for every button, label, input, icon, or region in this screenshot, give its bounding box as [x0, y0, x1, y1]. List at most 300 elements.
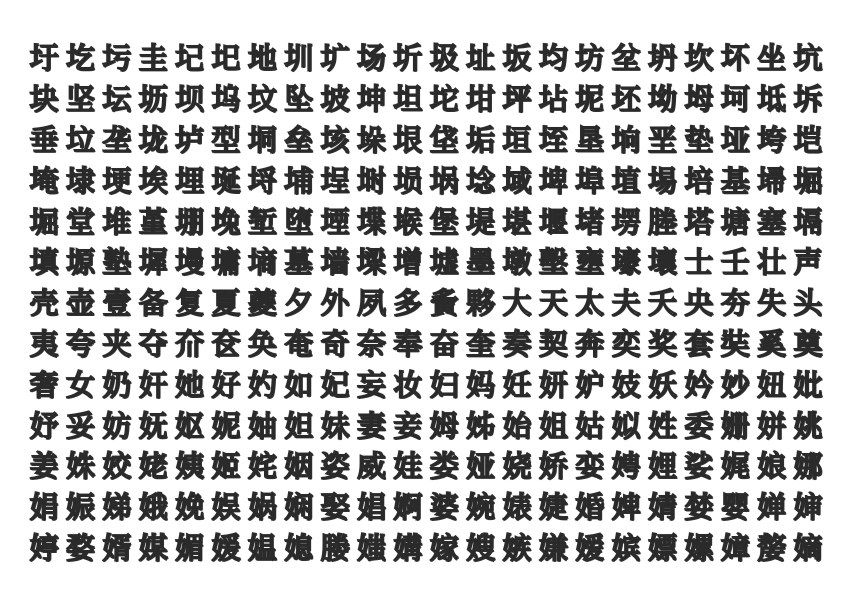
glyph: 姹	[247, 449, 277, 484]
glyph: 嫜	[720, 530, 750, 565]
glyph: 姿	[320, 449, 350, 484]
glyph: 始	[502, 408, 532, 443]
glyph: 奠	[793, 326, 823, 361]
glyph: 士	[684, 245, 714, 280]
glyph: 圬	[102, 41, 132, 76]
glyph: 奈	[356, 326, 386, 361]
glyph: 奖	[647, 326, 677, 361]
glyph: 垅	[138, 122, 168, 157]
glyph-row	[26, 405, 826, 446]
glyph: 圪	[65, 41, 95, 76]
glyph: 妻	[356, 408, 386, 443]
glyph: 坛	[102, 82, 132, 117]
glyph: 姣	[102, 449, 132, 484]
glyph: 媛	[211, 530, 241, 565]
glyph: 媳	[284, 530, 314, 565]
glyph: 媒	[138, 530, 168, 565]
glyph: 婕	[538, 490, 568, 525]
glyph: 块	[29, 82, 59, 117]
glyph: 夔	[247, 286, 277, 321]
glyph: 奋	[429, 326, 459, 361]
glyph: 娑	[684, 449, 714, 484]
glyph: 坯	[611, 82, 641, 117]
glyph: 塍	[647, 204, 677, 239]
glyph: 堵	[575, 204, 605, 239]
glyph: 妨	[102, 408, 132, 443]
glyph: 娓	[720, 449, 750, 484]
glyph: 埠	[575, 163, 605, 198]
glyph: 奶	[102, 367, 132, 402]
glyph: 埸	[647, 163, 677, 198]
glyph: 妆	[393, 367, 423, 402]
glyph: 娉	[611, 449, 641, 484]
glyph: 嫒	[575, 530, 605, 565]
glyph: 垩	[647, 122, 677, 157]
glyph: 夹	[102, 326, 132, 361]
glyph: 垫	[684, 122, 714, 157]
glyph: 媸	[356, 530, 386, 565]
glyph: 姗	[720, 408, 750, 443]
glyph: 姆	[429, 408, 459, 443]
glyph: 嫌	[538, 530, 568, 565]
glyph: 圻	[393, 41, 423, 76]
glyph: 奂	[247, 326, 277, 361]
glyph: 垛	[356, 122, 386, 157]
glyph: 圳	[284, 41, 314, 76]
glyph: 埙	[393, 163, 423, 198]
glyph: 奇	[320, 326, 350, 361]
glyph: 娱	[211, 490, 241, 525]
glyph: 奁	[211, 326, 241, 361]
glyph: 圾	[429, 41, 459, 76]
glyph: 墚	[356, 245, 386, 280]
glyph: 娄	[429, 449, 459, 484]
glyph: 场	[356, 41, 386, 76]
glyph: 堠	[393, 204, 423, 239]
glyph: 娩	[174, 490, 204, 525]
glyph-row	[26, 364, 826, 405]
glyph: 妓	[611, 367, 641, 402]
glyph: 婪	[684, 490, 714, 525]
glyph: 墩	[502, 245, 532, 280]
glyph: 壅	[575, 245, 605, 280]
glyph: 婊	[502, 490, 532, 525]
glyph: 娣	[102, 490, 132, 525]
glyph: 坫	[538, 82, 568, 117]
glyph-row	[26, 446, 826, 487]
glyph: 婷	[29, 530, 59, 565]
glyph: 坼	[793, 82, 823, 117]
glyph: 奸	[138, 367, 168, 402]
glyph: 妞	[756, 367, 786, 402]
glyph: 埕	[320, 163, 350, 198]
glyph: 夙	[356, 286, 386, 321]
glyph: 堂	[65, 204, 95, 239]
glyph: 婚	[575, 490, 605, 525]
glyph: 坍	[647, 41, 677, 76]
glyph: 娟	[29, 490, 59, 525]
glyph: 坚	[65, 82, 95, 117]
glyph: 媵	[320, 530, 350, 565]
glyph: 娇	[538, 449, 568, 484]
glyph: 奏	[502, 326, 532, 361]
glyph: 堕	[284, 204, 314, 239]
glyph: 夯	[720, 286, 750, 321]
glyph: 坶	[684, 82, 714, 117]
glyph: 坏	[720, 41, 750, 76]
glyph-row	[26, 201, 826, 242]
glyph: 堆	[102, 204, 132, 239]
glyph: 嫘	[684, 530, 714, 565]
glyph: 复	[174, 286, 204, 321]
glyph: 妗	[684, 367, 714, 402]
glyph: 域	[502, 163, 532, 198]
glyph: 嫠	[756, 530, 786, 565]
glyph: 婺	[65, 530, 95, 565]
glyph: 奔	[575, 326, 605, 361]
glyph: 她	[174, 367, 204, 402]
glyph: 型	[211, 122, 241, 157]
glyph: 埯	[29, 163, 59, 198]
glyph: 失	[756, 286, 786, 321]
glyph-row	[26, 160, 826, 201]
glyph: 壤	[647, 245, 677, 280]
glyph: 堤	[465, 204, 495, 239]
glyph: 坷	[720, 82, 750, 117]
glyph: 娶	[320, 490, 350, 525]
glyph: 娆	[502, 449, 532, 484]
glyph: 塔	[684, 204, 714, 239]
glyph: 堞	[356, 204, 386, 239]
glyph: 墉	[211, 245, 241, 280]
glyph: 增	[393, 245, 423, 280]
glyph: 娼	[356, 490, 386, 525]
glyph: 均	[538, 41, 568, 76]
glyph: 娥	[138, 490, 168, 525]
glyph: 壹	[102, 286, 132, 321]
glyph: 妮	[211, 408, 241, 443]
glyph: 夺	[138, 326, 168, 361]
glyph: 埒	[247, 163, 277, 198]
glyph: 坞	[211, 82, 241, 117]
glyph: 天	[538, 286, 568, 321]
glyph: 夷	[29, 326, 59, 361]
glyph: 坊	[575, 41, 605, 76]
glyph: 娴	[284, 490, 314, 525]
glyph: 壕	[611, 245, 641, 280]
glyph: 妖	[647, 367, 677, 402]
glyph: 垒	[284, 122, 314, 157]
glyph-row	[26, 242, 826, 283]
glyph: 外	[320, 286, 350, 321]
glyph: 威	[356, 449, 386, 484]
glyph: 坜	[138, 82, 168, 117]
glyph: 姥	[138, 449, 168, 484]
glyph: 声	[793, 245, 823, 280]
glyph: 墒	[247, 245, 277, 280]
glyph: 址	[465, 41, 495, 76]
glyph: 垭	[720, 122, 750, 157]
glyph: 圩	[29, 41, 59, 76]
glyph: 婢	[611, 490, 641, 525]
glyph: 埽	[756, 163, 786, 198]
glyph: 堇	[138, 204, 168, 239]
glyph: 坝	[174, 82, 204, 117]
glyph: 妲	[284, 408, 314, 443]
glyph: 奘	[720, 326, 750, 361]
glyph: 垌	[247, 122, 277, 157]
glyph: 圯	[211, 41, 241, 76]
glyph-row	[26, 283, 826, 324]
glyph: 妇	[429, 367, 459, 402]
glyph: 垓	[320, 122, 350, 157]
glyph: 姜	[29, 449, 59, 484]
glyph: 备	[138, 286, 168, 321]
glyph: 堋	[174, 204, 204, 239]
glyph: 妃	[320, 367, 350, 402]
glyph: 圭	[138, 41, 168, 76]
glyph: 坭	[575, 82, 605, 117]
glyph: 姊	[465, 408, 495, 443]
glyph: 坳	[647, 82, 677, 117]
glyph: 墟	[429, 245, 459, 280]
glyph: 妪	[174, 408, 204, 443]
glyph-row	[26, 38, 826, 79]
glyph: 堀	[29, 204, 59, 239]
glyph: 埘	[356, 163, 386, 198]
glyph: 坐	[756, 41, 786, 76]
glyph: 婶	[793, 490, 823, 525]
glyph: 妣	[793, 367, 823, 402]
glyph: 垮	[756, 122, 786, 157]
glyph: 奕	[611, 326, 641, 361]
glyph: 姨	[174, 449, 204, 484]
glyph: 塄	[611, 204, 641, 239]
glyph: 坠	[284, 82, 314, 117]
glyph: 坡	[320, 82, 350, 117]
glyph: 嫡	[793, 530, 823, 565]
glyph: 埝	[465, 163, 495, 198]
glyph: 姓	[647, 408, 677, 443]
glyph: 塬	[65, 245, 95, 280]
glyph: 娠	[65, 490, 95, 525]
character-sheet	[26, 38, 826, 568]
glyph: 嫂	[465, 530, 495, 565]
glyph: 妥	[65, 408, 95, 443]
glyph: 垧	[611, 122, 641, 157]
glyph: 堍	[211, 204, 241, 239]
glyph: 垦	[575, 122, 605, 157]
glyph: 妁	[247, 367, 277, 402]
glyph: 奢	[29, 367, 59, 402]
glyph: 婴	[720, 490, 750, 525]
glyph: 夏	[211, 286, 241, 321]
glyph: 娌	[647, 449, 677, 484]
glyph: 塥	[793, 204, 823, 239]
glyph: 妈	[465, 367, 495, 402]
glyph: 垲	[793, 122, 823, 157]
glyph: 妒	[575, 367, 605, 402]
glyph: 坨	[429, 82, 459, 117]
glyph: 娈	[575, 449, 605, 484]
glyph: 娅	[465, 449, 495, 484]
glyph: 媪	[247, 530, 277, 565]
glyph: 地	[247, 41, 277, 76]
glyph: 娘	[756, 449, 786, 484]
glyph: 嫁	[429, 530, 459, 565]
glyph: 多	[393, 286, 423, 321]
glyph: 墓	[284, 245, 314, 280]
glyph: 坂	[502, 41, 532, 76]
glyph: 堰	[538, 204, 568, 239]
glyph: 夸	[65, 326, 95, 361]
glyph: 埔	[284, 163, 314, 198]
glyph: 埂	[102, 163, 132, 198]
glyph: 壶	[65, 286, 95, 321]
glyph: 央	[684, 286, 714, 321]
glyph: 填	[29, 245, 59, 280]
glyph: 契	[538, 326, 568, 361]
glyph: 坩	[465, 82, 495, 117]
glyph-row	[26, 487, 826, 528]
glyph: 夭	[647, 286, 677, 321]
glyph: 嫉	[502, 530, 532, 565]
glyph: 墁	[174, 245, 204, 280]
glyph: 婉	[465, 490, 495, 525]
glyph: 埃	[138, 163, 168, 198]
glyph: 培	[684, 163, 714, 198]
glyph: 妩	[138, 408, 168, 443]
glyph: 奚	[756, 326, 786, 361]
glyph: 墨	[465, 245, 495, 280]
glyph: 姐	[538, 408, 568, 443]
glyph: 好	[211, 367, 241, 402]
glyph: 委	[684, 408, 714, 443]
glyph: 婵	[756, 490, 786, 525]
glyph: 埏	[211, 163, 241, 198]
glyph: 奉	[393, 326, 423, 361]
glyph: 嫖	[647, 530, 677, 565]
glyph: 垢	[465, 122, 495, 157]
glyph: 姑	[575, 408, 605, 443]
glyph-row	[26, 324, 826, 365]
glyph: 堑	[247, 204, 277, 239]
glyph: 坎	[684, 41, 714, 76]
glyph: 坤	[356, 82, 386, 117]
glyph: 婿	[102, 530, 132, 565]
glyph: 姘	[756, 408, 786, 443]
glyph: 壮	[756, 245, 786, 280]
glyph: 媾	[393, 530, 423, 565]
glyph: 垂	[29, 122, 59, 157]
glyph: 头	[793, 286, 823, 321]
glyph: 夼	[174, 326, 204, 361]
glyph: 堡	[429, 204, 459, 239]
glyph: 堀	[793, 163, 823, 198]
glyph: 埤	[538, 163, 568, 198]
glyph: 妤	[29, 408, 59, 443]
glyph: 嫔	[611, 530, 641, 565]
glyph-row	[26, 528, 826, 569]
glyph: 娃	[393, 449, 423, 484]
glyph: 壳	[29, 286, 59, 321]
glyph: 姬	[211, 449, 241, 484]
glyph: 堪	[502, 204, 532, 239]
glyph: 婆	[429, 490, 459, 525]
glyph: 埋	[174, 163, 204, 198]
glyph: 女	[65, 367, 95, 402]
glyph: 奄	[284, 326, 314, 361]
glyph: 妯	[247, 408, 277, 443]
glyph: 墙	[320, 245, 350, 280]
glyph: 妍	[538, 367, 568, 402]
glyph: 夤	[429, 286, 459, 321]
glyph: 塞	[756, 204, 786, 239]
glyph: 妙	[720, 367, 750, 402]
glyph: 塾	[102, 245, 132, 280]
glyph: 圹	[320, 41, 350, 76]
glyph: 坪	[502, 82, 532, 117]
glyph: 坑	[793, 41, 823, 76]
glyph: 坌	[611, 41, 641, 76]
glyph: 圮	[174, 41, 204, 76]
glyph: 姚	[793, 408, 823, 443]
glyph: 姝	[65, 449, 95, 484]
glyph: 垄	[102, 122, 132, 157]
glyph: 夫	[611, 286, 641, 321]
glyph: 套	[684, 326, 714, 361]
glyph: 埚	[429, 163, 459, 198]
glyph: 夥	[465, 286, 495, 321]
glyph: 埴	[611, 163, 641, 198]
glyph: 娜	[793, 449, 823, 484]
glyph: 夕	[284, 286, 314, 321]
glyph: 塘	[720, 204, 750, 239]
glyph: 坦	[393, 82, 423, 117]
glyph: 大	[502, 286, 532, 321]
glyph: 妹	[320, 408, 350, 443]
glyph: 奎	[465, 326, 495, 361]
glyph: 妊	[502, 367, 532, 402]
glyph: 壬	[720, 245, 750, 280]
glyph: 坻	[756, 82, 786, 117]
glyph: 妾	[393, 408, 423, 443]
glyph: 坟	[247, 82, 277, 117]
glyph: 如	[284, 367, 314, 402]
glyph: 垣	[502, 122, 532, 157]
glyph: 埭	[65, 163, 95, 198]
glyph: 媚	[174, 530, 204, 565]
glyph: 垆	[174, 122, 204, 157]
glyph: 堙	[320, 204, 350, 239]
glyph: 垃	[65, 122, 95, 157]
glyph: 姻	[284, 449, 314, 484]
glyph: 墀	[138, 245, 168, 280]
glyph: 垡	[429, 122, 459, 157]
glyph: 娲	[247, 490, 277, 525]
glyph: 太	[575, 286, 605, 321]
glyph: 垠	[393, 122, 423, 157]
glyph: 姒	[611, 408, 641, 443]
glyph: 婀	[393, 490, 423, 525]
glyph-row	[26, 120, 826, 161]
glyph: 垤	[538, 122, 568, 157]
glyph: 婧	[647, 490, 677, 525]
glyph: 基	[720, 163, 750, 198]
glyph: 妄	[356, 367, 386, 402]
glyph: 墼	[538, 245, 568, 280]
glyph-row	[26, 79, 826, 120]
